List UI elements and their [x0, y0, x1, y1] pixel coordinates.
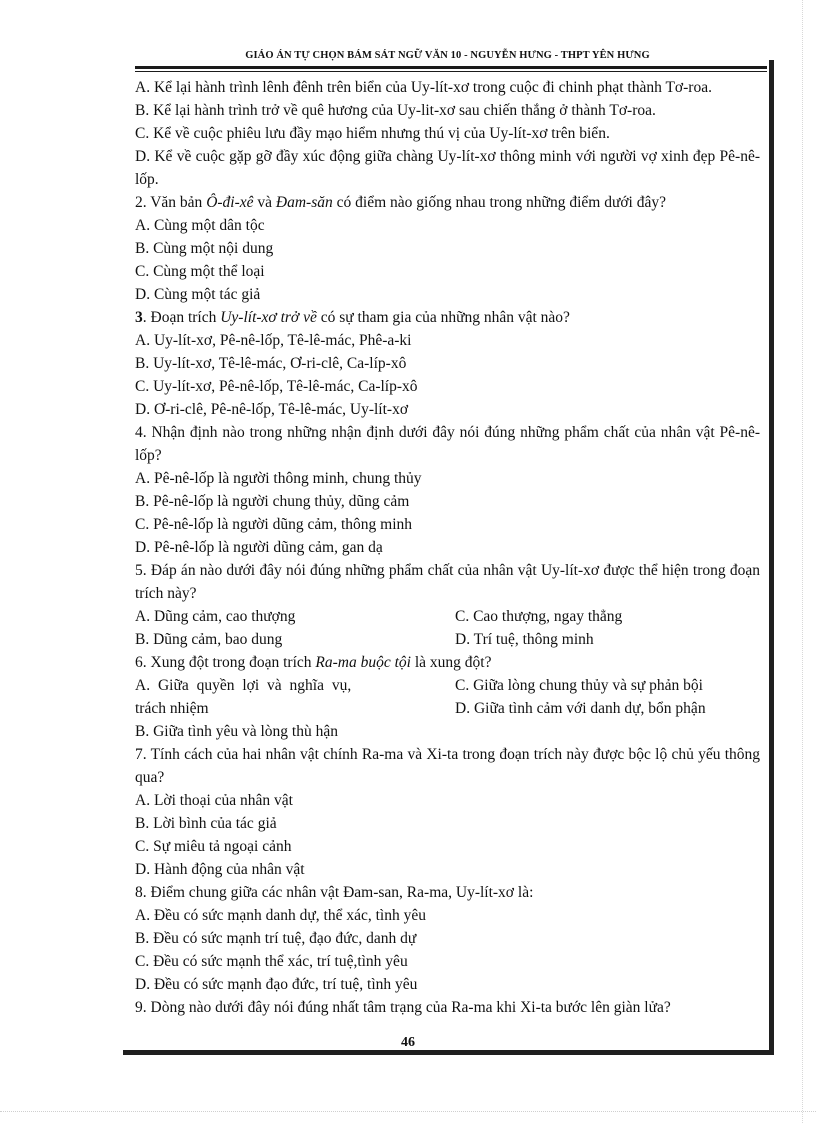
q3-title: Uy-lít-xơ trở về — [220, 309, 317, 326]
q2-option-d: D. Cùng một tác giả — [135, 286, 261, 303]
q6-option-b: B. Giữa tình yêu và lòng thù hận — [135, 723, 338, 740]
q5-options-row-2 — [135, 628, 760, 651]
q3-option-a: A. Uy-lít-xơ, Pê-nê-lốp, Tê-lê-mác, Phê-a-ki — [135, 332, 412, 349]
page-edge-dotted-horizontal — [0, 1111, 816, 1112]
q8-option-d: D. Đều có sức mạnh đạo đức, trí tuệ, tình yêu — [135, 976, 418, 993]
q8-question: 8. Điểm chung giữa các nhân vật Đam-san, Ra-ma, Uy-lít-xơ là: — [135, 884, 534, 901]
q5-option-b: B. Dũng cảm, bao dung — [135, 631, 283, 648]
q3-option-c: C. Uy-lít-xơ, Pê-nê-lốp, Tê-lê-mác, Ca-líp-xô — [135, 378, 418, 395]
q4-question: 4. Nhận định nào trong những nhận định dưới đây nói đúng những phẩm chất của nhân vật Pê-nê-lốp? — [135, 424, 760, 464]
q3-option-d: D. Ơ-ri-clê, Pê-nê-lốp, Tê-lê-mác, Uy-lít-xơ — [135, 401, 409, 418]
q7-question: 7. Tính cách của hai nhân vật chính Ra-ma và Xi-ta trong đoạn trích này được bộc lộ chủ yếu thông qua? — [135, 746, 760, 786]
document-body — [135, 76, 760, 1019]
q7-option-a: A. Lời thoại của nhân vật — [135, 792, 293, 809]
q4-option-d: D. Pê-nê-lốp là người dũng cảm, gan dạ — [135, 539, 383, 556]
q8-option-b: B. Đều có sức mạnh trí tuệ, đạo đức, danh dự — [135, 930, 417, 947]
q1-option-d: D. Kể về cuộc gặp gỡ đầy xúc động giữa chàng Uy-lít-xơ thông minh với người vợ xinh đẹp Pê-nê-lốp. — [135, 148, 760, 188]
header-rule-thin — [135, 71, 767, 72]
q7-option-d: D. Hành động của nhân vật — [135, 861, 305, 878]
q2-prefix: 2. Văn bản — [135, 194, 207, 211]
q5-question: 5. Đáp án nào dưới đây nói đúng những phẩm chất của nhân vật Uy-lít-xơ được thể hiện trong đoạn trích này? — [135, 562, 760, 602]
q2-mid: và — [253, 194, 276, 211]
q6-question — [135, 651, 760, 674]
q6-suffix: là xung đột? — [410, 654, 492, 671]
q3-suffix: có sự tham gia của những nhân vật nào? — [316, 309, 570, 326]
q3-option-b: B. Uy-lít-xơ, Tê-lê-mác, Ơ-ri-clê, Ca-líp-xô — [135, 355, 407, 372]
page-header: GIÁO ÁN TỰ CHỌN BÁM SÁT NGỮ VĂN 10 - NGUYỄN HƯNG - THPT YÊN HƯNG — [245, 50, 650, 61]
q5-option-c: C. Cao thượng, ngay thẳng — [455, 608, 623, 625]
q7-option-b: B. Lời bình của tác giả — [135, 815, 277, 832]
q2-option-a: A. Cùng một dân tộc — [135, 217, 265, 234]
q5-option-a: A. Dũng cảm, cao thượng — [135, 608, 296, 625]
q2-question — [135, 191, 760, 214]
q2-title-damsan: Đam-săn — [275, 194, 333, 211]
q2-suffix: có điểm nào giống nhau trong những điểm dưới đây? — [332, 194, 666, 211]
q2-title-odyssey: Ô-đi-xê — [206, 194, 254, 211]
header-rule-thick — [135, 66, 767, 69]
q3-prefix: . Đoạn trích — [142, 309, 221, 326]
q4-option-a: A. Pê-nê-lốp là người thông minh, chung thủy — [135, 470, 422, 487]
q6-options-row-2 — [135, 697, 760, 720]
q6-prefix: 6. Xung đột trong đoạn trích — [135, 654, 316, 671]
q3-number: 3 — [135, 309, 143, 326]
page-number: 46 — [401, 1035, 415, 1050]
q6-options-row-1 — [135, 674, 760, 697]
q2-option-c: C. Cùng một thể loại — [135, 263, 265, 280]
q5-option-d: D. Trí tuệ, thông minh — [455, 631, 594, 648]
q1-option-b: B. Kể lại hành trình trở về quê hương của Uy-lit-xơ sau chiến thắng ở thành Tơ-roa. — [135, 102, 656, 119]
q4-option-c: C. Pê-nê-lốp là người dũng cảm, thông minh — [135, 516, 413, 533]
q8-option-a: A. Đều có sức mạnh danh dự, thể xác, tình yêu — [135, 907, 426, 924]
q2-option-b: B. Cùng một nội dung — [135, 240, 274, 257]
q1-option-a: A. Kể lại hành trình lênh đênh trên biển của Uy-lít-xơ trong cuộc đi chinh phạt thành Tơ-roa. — [135, 79, 712, 96]
q6-option-c: C. Giữa lòng chung thủy và sự phản bội — [455, 677, 703, 694]
q8-option-c: C. Đều có sức mạnh thể xác, trí tuệ,tình yêu — [135, 953, 408, 970]
q1-option-c: C. Kể về cuộc phiêu lưu đầy mạo hiểm nhưng thú vị của Uy-lít-xơ trên biển. — [135, 125, 610, 142]
q6-option-d: D. Giữa tình cảm với danh dự, bổn phận — [455, 700, 706, 717]
q6-title: Ra-ma buộc tội — [315, 654, 411, 671]
q9-question: 9. Dòng nào dưới đây nói đúng nhất tâm trạng của Ra-ma khi Xi-ta bước lên giàn lửa? — [135, 999, 671, 1016]
q3-question — [135, 306, 760, 329]
q6-option-a-line1: A. Giữa quyền lợi và nghĩa vụ, — [135, 677, 352, 694]
q4-option-b: B. Pê-nê-lốp là người chung thủy, dũng cảm — [135, 493, 410, 510]
q6-option-a-line2: trách nhiệm — [135, 700, 209, 717]
q7-option-c: C. Sự miêu tả ngoại cảnh — [135, 838, 292, 855]
page-edge-dotted-vertical — [802, 0, 803, 1123]
q5-options-row-1 — [135, 605, 760, 628]
